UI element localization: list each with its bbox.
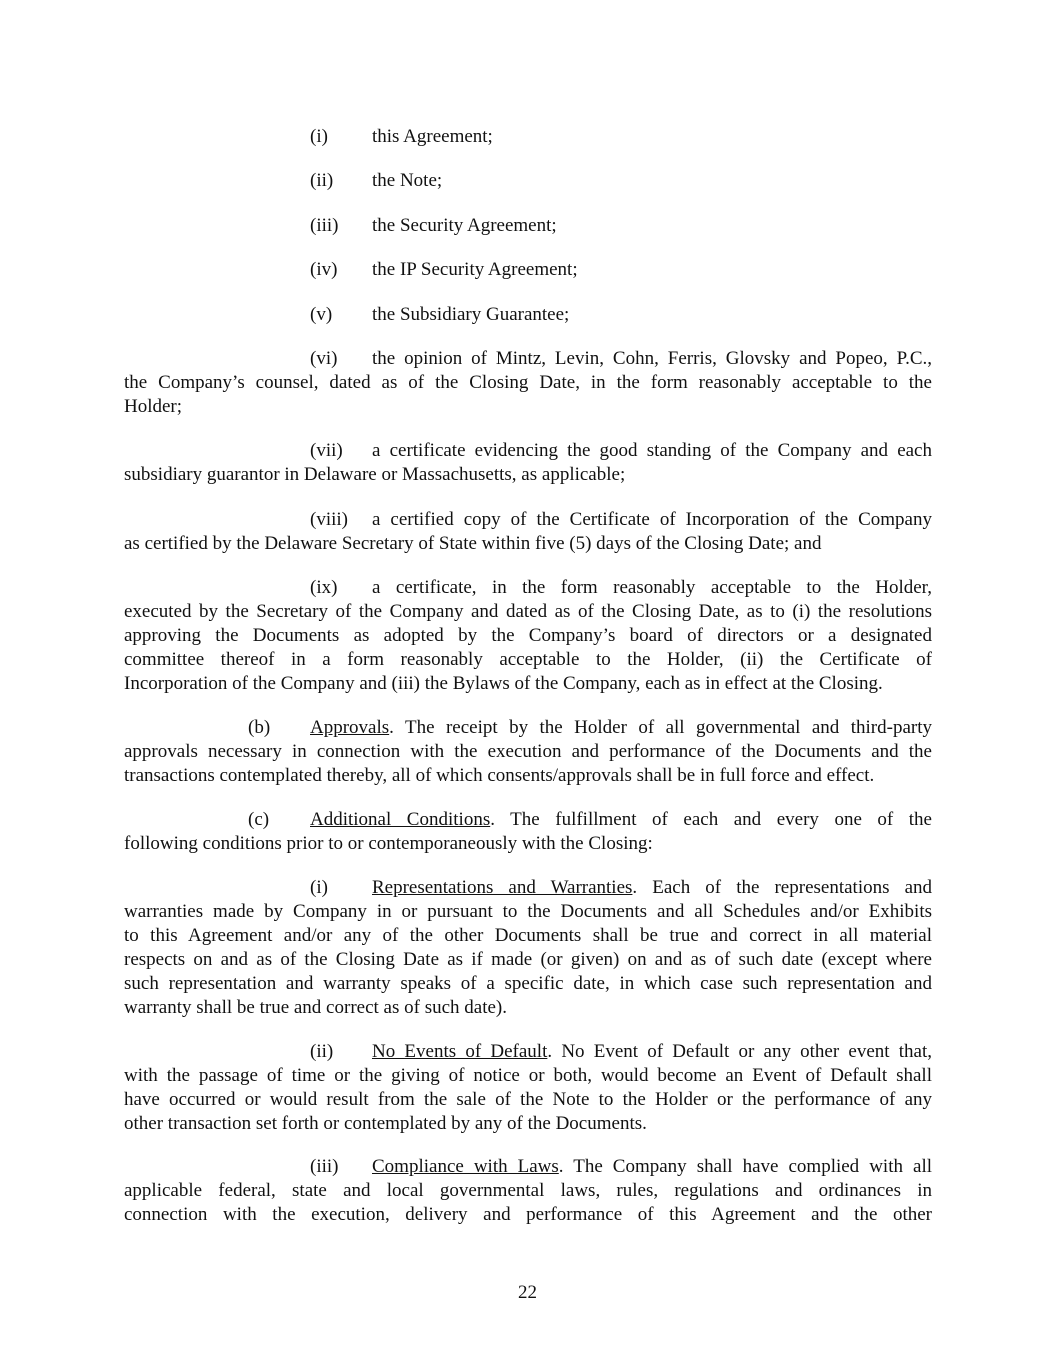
section-text: . The fulfillment of each and every one of the	[490, 809, 932, 830]
section-label: (b)	[248, 717, 271, 738]
section-text-line: following conditions prior to or contemporaneously with the Closing:	[124, 833, 653, 854]
item-text-line: committee thereof in a form reasonably acceptable to the Holder, (ii) the Certificate of	[124, 649, 932, 670]
subsection-text-line: warranty shall be true and correct as of such date).	[124, 997, 507, 1018]
item-text-line: a certificate, in the form reasonably acceptable to the Holder,	[372, 577, 932, 598]
subsection-heading: Compliance with Laws	[372, 1156, 559, 1177]
item-label: (vi)	[310, 348, 338, 369]
section-first-line	[310, 716, 932, 740]
item-label: (i)	[310, 126, 328, 147]
subsection-text-line: have occurred or would result from the sale of the Note to the Holder or the performance of any	[124, 1089, 932, 1110]
page-number: 22	[518, 1282, 537, 1303]
subsection-heading: Representations and Warranties	[372, 877, 633, 898]
item-text-line: approving the Documents as adopted by the Company’s board of directors or a designated	[124, 625, 932, 646]
item-label: (ii)	[310, 170, 334, 191]
section-text-line: transactions contemplated thereby, all of which consents/approvals shall be in full force and effect.	[124, 765, 875, 786]
item-text: the IP Security Agreement;	[372, 259, 578, 280]
item-label: (ix)	[310, 577, 338, 598]
subsection-text-line: connection with the execution, delivery and performance of this Agreement and the other	[124, 1204, 932, 1225]
item-label: (v)	[310, 304, 333, 325]
subsection-text-line: applicable federal, state and local governmental laws, rules, regulations and ordinances in	[124, 1180, 932, 1201]
subsection-text-line: warranties made by Company in or pursuant to the Documents and all Schedules and/or Exhibits	[124, 901, 932, 922]
item-text-line: a certificate evidencing the good standing of the Company and each	[372, 440, 932, 461]
section-heading: Additional Conditions	[310, 809, 491, 830]
section-text: . The receipt by the Holder of all governmental and third-party	[389, 717, 932, 738]
item-text-line: the opinion of Mintz, Levin, Cohn, Ferris, Glovsky and Popeo, P.C.,	[372, 348, 932, 369]
item-text-line: subsidiary guarantor in Delaware or Massachusetts, as applicable;	[124, 464, 626, 485]
subsection-first-line	[372, 1040, 932, 1064]
subsection-label: (i)	[310, 877, 328, 898]
item-text-line: Holder;	[124, 396, 183, 417]
item-label: (iii)	[310, 215, 339, 236]
subsection-text-line: other transaction set forth or contemplated by any of the Documents.	[124, 1113, 647, 1134]
subsection-text-line: respects on and as of the Closing Date as if made (or given) on and as of such date (except where	[124, 949, 932, 970]
subsection-text-line: to this Agreement and/or any of the other Documents shall be true and correct in all material	[124, 925, 932, 946]
subsection-text: . No Event of Default or any other event that,	[547, 1041, 932, 1062]
item-label: (vii)	[310, 440, 343, 461]
subsection-heading: No Events of Default	[372, 1041, 548, 1062]
subsection-label: (ii)	[310, 1041, 334, 1062]
item-text-line: as certified by the Delaware Secretary of State within five (5) days of the Closing Date; and	[124, 533, 822, 554]
subsection-label: (iii)	[310, 1156, 339, 1177]
subsection-text: . Each of the representations and	[632, 877, 932, 898]
item-text-line: a certified copy of the Certificate of Incorporation of the Company	[372, 509, 932, 530]
subsection-text: . The Company shall have complied with all	[558, 1156, 932, 1177]
section-heading: Approvals	[310, 717, 390, 738]
section-first-line	[310, 808, 932, 832]
item-text-line: Incorporation of the Company and (iii) the Bylaws of the Company, each as in effect at the Closing.	[124, 673, 883, 694]
subsection-text-line: with the passage of time or the giving of notice or both, would become an Event of Default shall	[124, 1065, 932, 1086]
item-text: the Security Agreement;	[372, 215, 557, 236]
item-label: (viii)	[310, 509, 348, 530]
section-text-line: approvals necessary in connection with the execution and performance of the Documents and the	[124, 741, 932, 762]
item-label: (iv)	[310, 259, 338, 280]
item-text-line: the Company’s counsel, dated as of the Closing Date, in the form reasonably acceptable to the	[124, 372, 932, 393]
item-text: this Agreement;	[372, 126, 493, 147]
item-text: the Note;	[372, 170, 443, 191]
subsection-first-line	[372, 1155, 932, 1179]
subsection-text-line: such representation and warranty speaks of a specific date, in which case such representation and	[124, 973, 932, 994]
item-text: the Subsidiary Guarantee;	[372, 304, 570, 325]
section-label: (c)	[248, 809, 270, 830]
subsection-first-line	[372, 876, 932, 900]
item-text-line: executed by the Secretary of the Company and dated as of the Closing Date, as to (i) the resolutions	[124, 601, 932, 622]
